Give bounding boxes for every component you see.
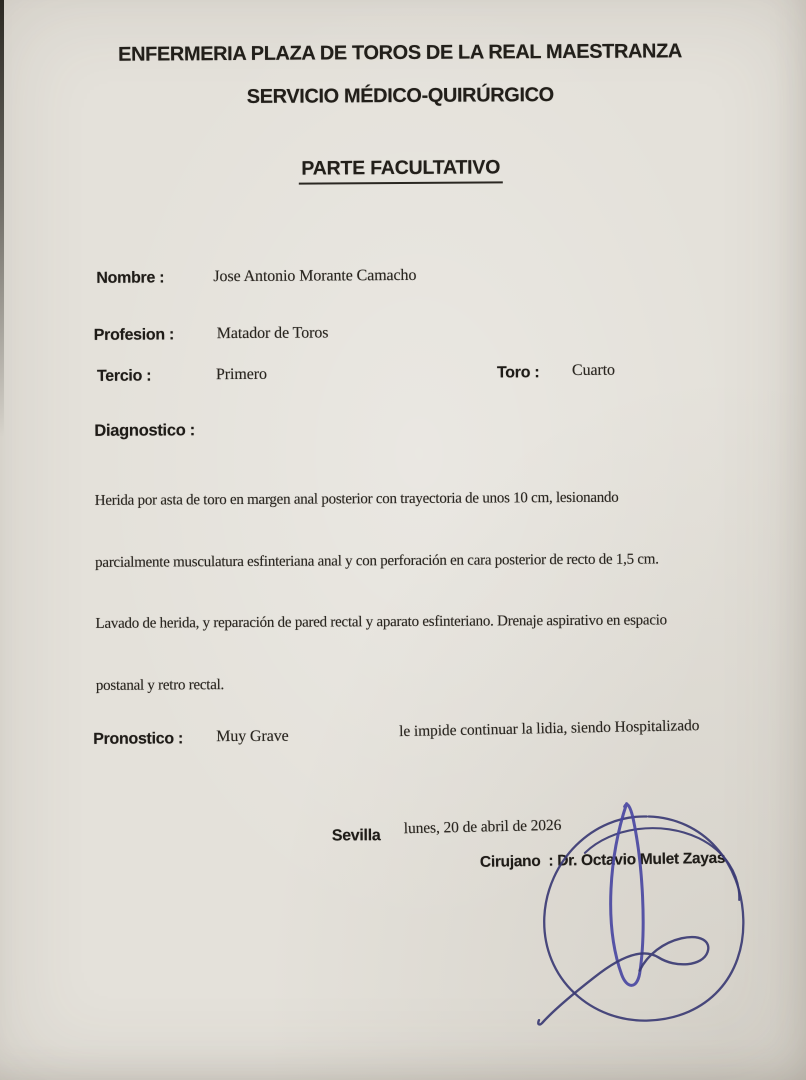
- signature-loop-and-tail: [538, 937, 709, 1024]
- pronostico-note: le impide continuar la lidia, siendo Hospitalizado: [399, 717, 700, 741]
- diagnostico-text: [94, 446, 667, 736]
- diagnostico-line: parcialmente musculatura esfinteriana anal y con perforación en cara posterior de recto de 1,5 cm.: [95, 550, 659, 571]
- diagnostico-line: Lavado de herida, y reparación de pared rectal y aparato esfinteriano. Drenaje aspirativo en espacio: [95, 612, 667, 632]
- report-title: PARTE FACULTATIVO: [298, 156, 503, 184]
- city-label: Sevilla: [331, 827, 381, 845]
- signature-outer-loop: [544, 816, 744, 1021]
- signature-center-stroke: [610, 804, 643, 986]
- diagnostico-label: Diagnostico :: [94, 421, 195, 440]
- tercio-value: Primero: [215, 365, 267, 384]
- report-title-row: [0, 155, 804, 187]
- date-value: lunes, 20 de abril de 2026: [403, 816, 562, 838]
- surgeon-line: Cirujano : Dr. Octavio Mulet Zayas: [479, 849, 726, 871]
- pronostico-label: Pronostico :: [93, 730, 184, 748]
- diagnostico-line: postanal y retro rectal.: [95, 676, 225, 694]
- toro-value: Cuarto: [571, 361, 615, 379]
- diagnostico-line: Herida por asta de toro en margen anal posterior con trayectoria de unos 10 cm, lesionando: [94, 489, 619, 509]
- profesion-value: Matador de Toros: [216, 324, 329, 343]
- service-subtitle: SERVICIO MÉDICO-QUIRÚRGICO: [246, 84, 554, 108]
- tercio-label: Tercio :: [96, 367, 152, 385]
- nombre-label: Nombre :: [96, 269, 165, 287]
- pronostico-value: Muy Grave: [216, 727, 289, 746]
- toro-label: Toro :: [496, 364, 540, 382]
- org-title: ENFERMERIA PLAZA DE TOROS DE LA REAL MAESTRANZA: [118, 40, 682, 66]
- nombre-value: Jose Antonio Morante Camacho: [213, 266, 417, 286]
- profesion-label: Profesion :: [93, 326, 175, 344]
